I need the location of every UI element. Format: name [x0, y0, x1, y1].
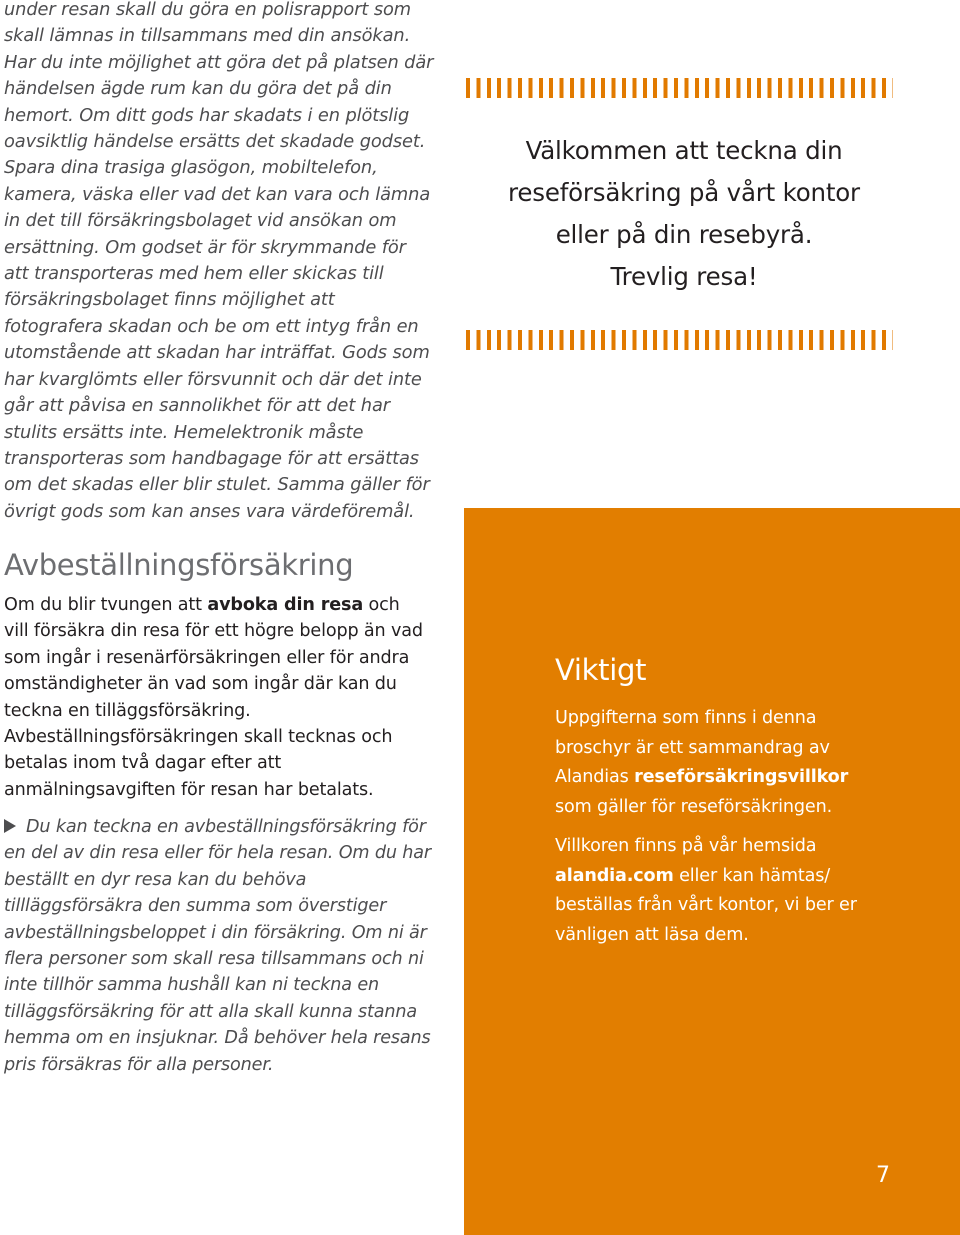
note-sentence: Om ni är flera personer som skall resa tillsammans och ni inte tillhör samma hushåll kan ni teckna en tilläggsförsäkring för att alla skall kunna stanna hemma om en insjuknar. — [4, 922, 427, 1049]
paragraph-text: Uppgifterna som finns i denna broschyr är ett sammandrag av Alandias — [555, 708, 830, 787]
paragraph-text: som gäller för reseförsäkringen. — [555, 796, 833, 817]
decorative-stripe-top — [466, 78, 893, 98]
intro-sentence: under resan skall du göra en polisrapport som skall lämnas in tillsammans med din ansökan. Har du inte möjlighet att göra det på platsen där händelsen ägde rum kan du göra det på din hemort. Om ditt gods har skadats i en plötslig oavsiktlig händelse ersätts det skadade godset. Spara dina trasiga glasögon, mobiltelefon, kamera, väska eller vad det kan vara och lämna in det till försäkringsbolaget vid ansökan om ersättning. — [4, 0, 434, 258]
intro-sentence: Om godset är för skrymmande för att transporteras med hem eller skickas till försäkringsbolaget finns möjlighet att fotografera skadan och be om ett intyg från en utomstående att skadan har inträffat. — [4, 236, 419, 364]
section-heading-viktigt: Viktigt — [555, 653, 647, 687]
welcome-line: eller på din resebyrå. — [555, 220, 813, 249]
note-sentence: Du kan teckna en avbeställningsförsäkring för en del av din resa eller för hela resan. — [4, 817, 426, 864]
intro-sentence: Gods som har kvarglömts eller försvunnit och där det inte går att påvisa en sannolikhet för att det har stulits ersätts inte. — [4, 342, 430, 443]
note-sentence: Om du har beställt en dyr resa kan du behöva tillläggsförsäkra den summa som överstiger avbeställningsbeloppet i din försäkring. — [4, 843, 432, 943]
emphasis-text: avboka din resa — [207, 595, 364, 615]
welcome-message — [466, 130, 902, 298]
viktigt-paragraph — [555, 704, 875, 822]
avbestallning-note — [4, 814, 434, 1078]
welcome-line: reseförsäkring på vårt kontor — [508, 178, 860, 207]
avbestallning-paragraph — [4, 592, 424, 803]
triangle-bullet-icon — [4, 819, 16, 833]
intro-text — [4, 0, 434, 525]
viktigt-paragraph — [555, 832, 875, 950]
paragraph-text: Om du blir tvungen att — [4, 595, 208, 615]
website-link[interactable]: alandia.com — [555, 865, 674, 886]
page-number: 7 — [876, 1163, 890, 1188]
emphasis-text: reseförsäkringsvillkor — [634, 767, 849, 787]
paragraph-text: Villkoren finns på vår hemsida — [555, 836, 817, 856]
decorative-stripe-bottom — [466, 330, 893, 350]
section-heading-avbestallning: Avbeställningsförsäkring — [4, 548, 354, 582]
paragraph-text: eller kan hämtas/ beställas från vårt kontor, vi ber er vänligen att läsa dem. — [555, 865, 857, 945]
intro-sentence: Samma gäller för övrigt gods som kan anses vara värdeföremål. — [4, 474, 430, 522]
welcome-line: Välkommen att teckna din — [525, 136, 843, 165]
note-sentence: Då behöver hela resans pris försäkras för alla personer. — [4, 1028, 431, 1075]
paragraph-text: och vill försäkra din resa för ett högre belopp än vad som ingår i resenärförsäkringen eller för andra omständigheter än vad som ingår där kan du teckna en tilläggsförsäkring. Avbeställningsförsäkringen skall tecknas och betalas inom två dagar efter att anmälningsavgiften för resan har betalats. — [4, 595, 423, 800]
welcome-line: Trevlig resa! — [610, 262, 758, 291]
intro-sentence: Hemelektronik måste transporteras som handbagage för att ersättas om det skadas eller blir stulet. — [4, 421, 419, 496]
